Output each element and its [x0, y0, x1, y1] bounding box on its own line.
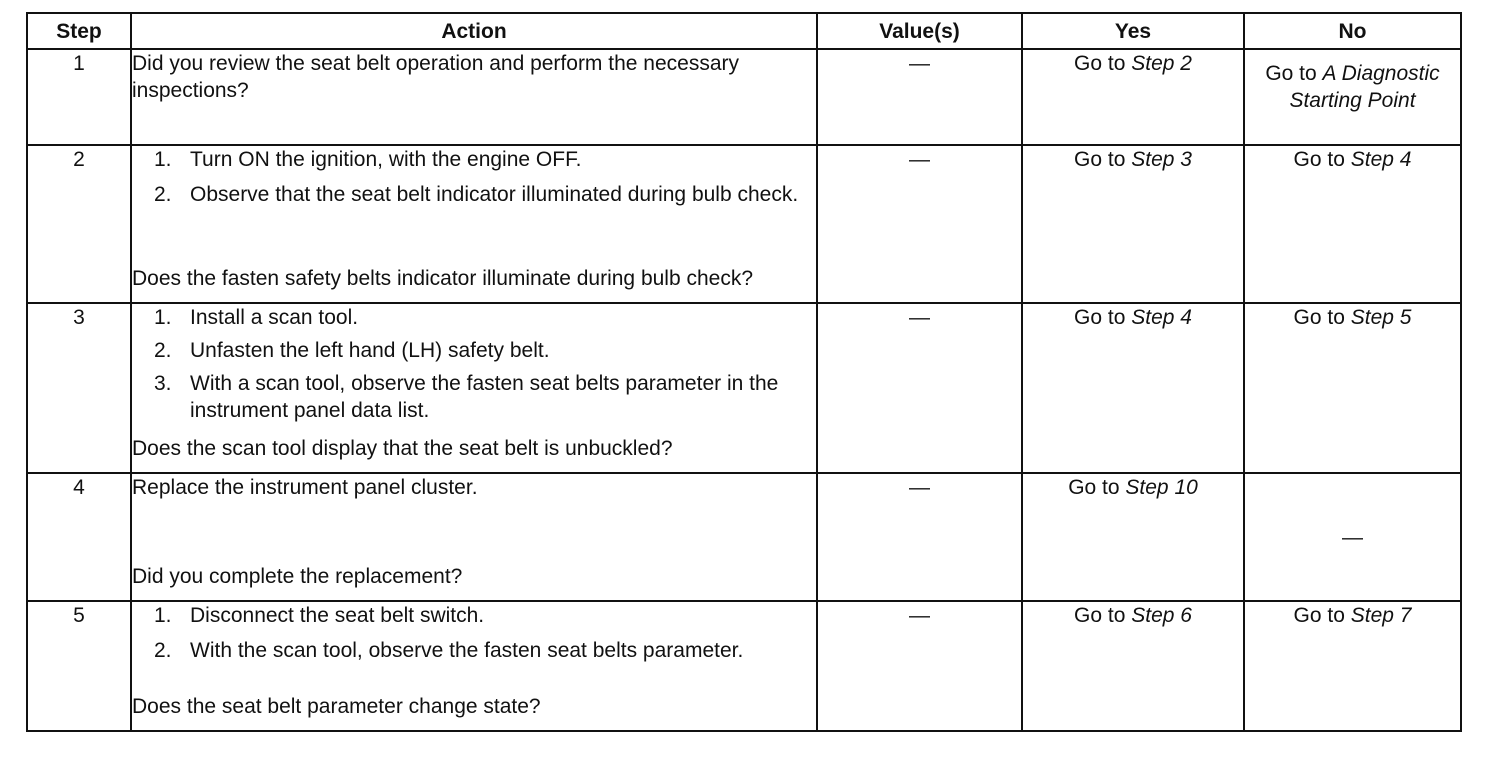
list-item — [132, 337, 816, 364]
yes-target-link[interactable]: Step 3 — [1131, 148, 1192, 171]
header-row — [27, 13, 1461, 49]
header-values: Value(s) — [817, 13, 1022, 49]
table-row — [27, 49, 1461, 145]
action-list — [132, 304, 816, 430]
no-cell: — — [1244, 473, 1461, 601]
list-number: 2. — [154, 183, 172, 206]
list-item — [132, 304, 816, 331]
step-number: 3 — [27, 303, 131, 473]
list-number: 1. — [154, 306, 172, 329]
list-item — [132, 637, 816, 664]
yes-cell — [1022, 601, 1244, 731]
yes-prefix: Go to — [1074, 604, 1126, 627]
list-number: 3. — [154, 372, 172, 395]
value-cell: — — [817, 601, 1022, 731]
no-target-link[interactable]: A Diagnostic Starting Point — [1289, 62, 1440, 112]
no-cell — [1244, 303, 1461, 473]
table-row — [27, 601, 1461, 731]
yes-target-link[interactable]: Step 6 — [1131, 604, 1192, 627]
action-list — [132, 602, 816, 672]
action-question: Did you complete the replacement? — [132, 565, 463, 588]
action-list — [132, 146, 816, 216]
value-cell: — — [817, 303, 1022, 473]
no-cell — [1244, 145, 1461, 303]
no-target-link[interactable]: Step 7 — [1350, 604, 1412, 627]
table-row — [27, 303, 1461, 473]
yes-prefix: Go to — [1068, 476, 1120, 499]
yes-cell — [1022, 303, 1244, 473]
header-action: Action — [131, 13, 817, 49]
no-prefix: Go to — [1293, 148, 1345, 171]
value-cell: — — [817, 49, 1022, 145]
action-question: Does the fasten safety belts indicator illuminate during bulb check? — [132, 267, 754, 290]
step-number: 1 — [27, 49, 131, 145]
yes-target-link[interactable]: Step 2 — [1131, 52, 1192, 75]
table-row — [27, 473, 1461, 601]
list-number: 1. — [154, 148, 172, 171]
action-question: Did you review the seat belt operation and perform the necessary inspections? — [132, 52, 740, 102]
yes-target-link[interactable]: Step 4 — [1131, 306, 1192, 329]
list-item — [132, 146, 816, 173]
list-number: 1. — [154, 604, 172, 627]
step-number: 4 — [27, 473, 131, 601]
list-text: Disconnect the seat belt switch. — [190, 604, 485, 627]
yes-cell — [1022, 473, 1244, 601]
value-cell: — — [817, 145, 1022, 303]
action-cell — [131, 49, 817, 145]
no-prefix: Go to — [1293, 604, 1345, 627]
list-item — [132, 602, 816, 629]
action-statement: Replace the instrument panel cluster. — [132, 476, 478, 499]
list-number: 2. — [154, 339, 172, 362]
header-no: No — [1244, 13, 1461, 49]
no-target-link[interactable]: Step 4 — [1350, 148, 1412, 171]
value-cell: — — [817, 473, 1022, 601]
action-cell — [131, 473, 817, 601]
list-number: 2. — [154, 639, 172, 662]
action-cell — [131, 145, 817, 303]
no-prefix: Go to — [1265, 62, 1317, 85]
step-number: 2 — [27, 145, 131, 303]
list-text: Observe that the seat belt indicator illuminated during bulb check. — [190, 183, 799, 206]
list-text: Unfasten the left hand (LH) safety belt. — [190, 339, 550, 362]
list-text: Install a scan tool. — [190, 306, 359, 329]
list-text: Turn ON the ignition, with the engine OFF. — [190, 148, 582, 171]
yes-cell — [1022, 145, 1244, 303]
no-cell — [1244, 601, 1461, 731]
list-text: With a scan tool, observe the fasten seat belts parameter in the instrument panel data list. — [190, 372, 779, 422]
no-cell — [1244, 49, 1461, 145]
action-cell — [131, 303, 817, 473]
no-target-link[interactable]: Step 5 — [1350, 306, 1412, 329]
list-item — [132, 370, 816, 424]
yes-prefix: Go to — [1074, 148, 1126, 171]
header-yes: Yes — [1022, 13, 1244, 49]
yes-target-link[interactable]: Step 10 — [1125, 476, 1198, 499]
yes-cell — [1022, 49, 1244, 145]
step-number: 5 — [27, 601, 131, 731]
action-question: Does the seat belt parameter change state? — [132, 695, 541, 718]
action-cell — [131, 601, 817, 731]
no-prefix: Go to — [1293, 306, 1345, 329]
action-question: Does the scan tool display that the seat belt is unbuckled? — [132, 437, 673, 460]
header-step: Step — [27, 13, 131, 49]
diagnostic-table — [26, 12, 1462, 732]
yes-prefix: Go to — [1074, 52, 1126, 75]
table-row — [27, 145, 1461, 303]
yes-prefix: Go to — [1074, 306, 1126, 329]
list-text: With the scan tool, observe the fasten seat belts parameter. — [190, 639, 744, 662]
list-item — [132, 181, 816, 208]
